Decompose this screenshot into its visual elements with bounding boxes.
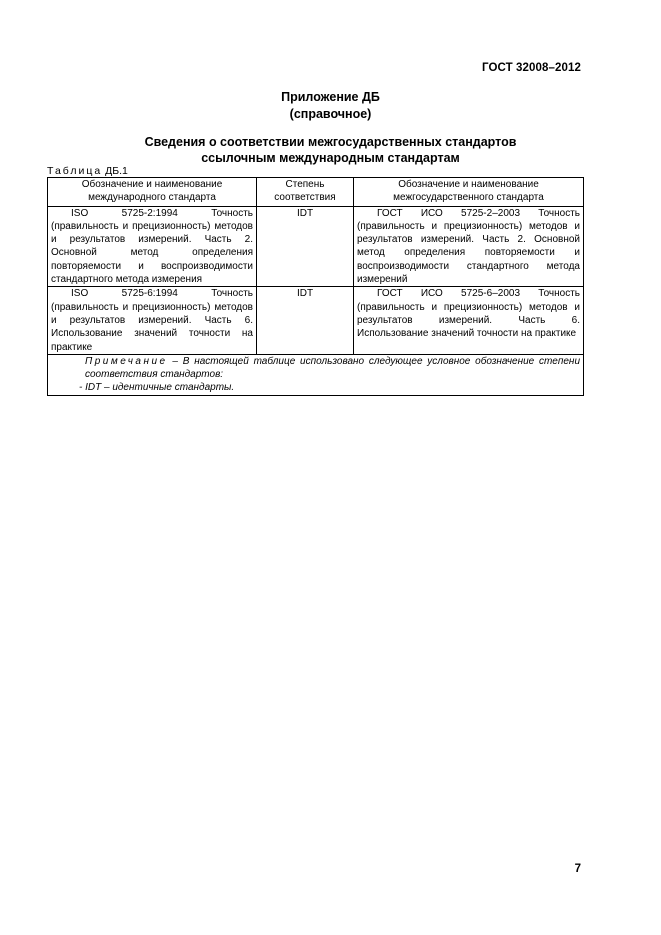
- international-standard-cell: [48, 206, 257, 287]
- interstate-standard-text: ГОСТ ИСО 5725-6–2003 Точность (правильность и прецизионность) методов и результатов измерений. Часть 6. Использование значений точности на практике: [357, 288, 580, 340]
- international-standard-text: ISO 5725-6:1994 Точность (правильность и прецизионность) методов и результатов измерений. Часть 6. Использование значений точности на практике: [51, 288, 253, 353]
- degree-cell: IDT: [257, 287, 354, 354]
- table-caption-prefix: Таблица: [47, 165, 103, 177]
- table-caption-id: ДБ.1: [105, 165, 128, 177]
- header-interstate-standard: Обозначение и наименование межгосударственного стандарта: [354, 178, 584, 207]
- interstate-standard-cell: [354, 287, 584, 354]
- table-header-row: [48, 178, 584, 207]
- section-title-line1: Сведения о соответствии межгосударственных стандартов: [144, 135, 517, 149]
- table-row: [48, 206, 584, 287]
- note-label: Примечание: [85, 355, 168, 367]
- header-international-standard: Обозначение и наименование международного стандарта: [48, 178, 257, 207]
- document-code: ГОСТ 32008–2012: [481, 62, 581, 74]
- note-paragraph: [51, 355, 580, 382]
- conformance-table: [47, 177, 584, 396]
- degree-cell: IDT: [257, 206, 354, 287]
- note-item: - IDT – идентичные стандарты.: [79, 382, 235, 394]
- table-note: [48, 354, 584, 395]
- appendix-heading: [0, 89, 661, 123]
- appendix-title: Приложение ДБ: [281, 90, 380, 104]
- appendix-subtitle: (справочное): [289, 107, 372, 121]
- table-row: [48, 287, 584, 354]
- section-title-line2: ссылочным международным стандартам: [201, 151, 460, 165]
- section-heading: [0, 134, 661, 166]
- international-standard-text: ISO 5725-2:1994 Точность (правильность и прецизионность) методов и результатов измерений. Часть 2. Основной метод определения повторяемости и воспроизводимости стандартного метода измерения: [51, 207, 253, 286]
- table-note-row: [48, 354, 584, 395]
- header-degree-of-conformity: Степень соответствия: [257, 178, 354, 207]
- international-standard-cell: [48, 287, 257, 354]
- interstate-standard-text: ГОСТ ИСО 5725-2–2003 Точность (правильность и прецизионность) методов и результатов измерений. Часть 2. Основной метод определения повторяемости и воспроизводимости стандартного метода измерений: [357, 207, 580, 286]
- note-text: – В настоящей таблице использовано следующее условное обозначение степени соответствия стандартов:: [85, 355, 580, 381]
- page-number: 7: [574, 863, 581, 875]
- interstate-standard-cell: [354, 206, 584, 287]
